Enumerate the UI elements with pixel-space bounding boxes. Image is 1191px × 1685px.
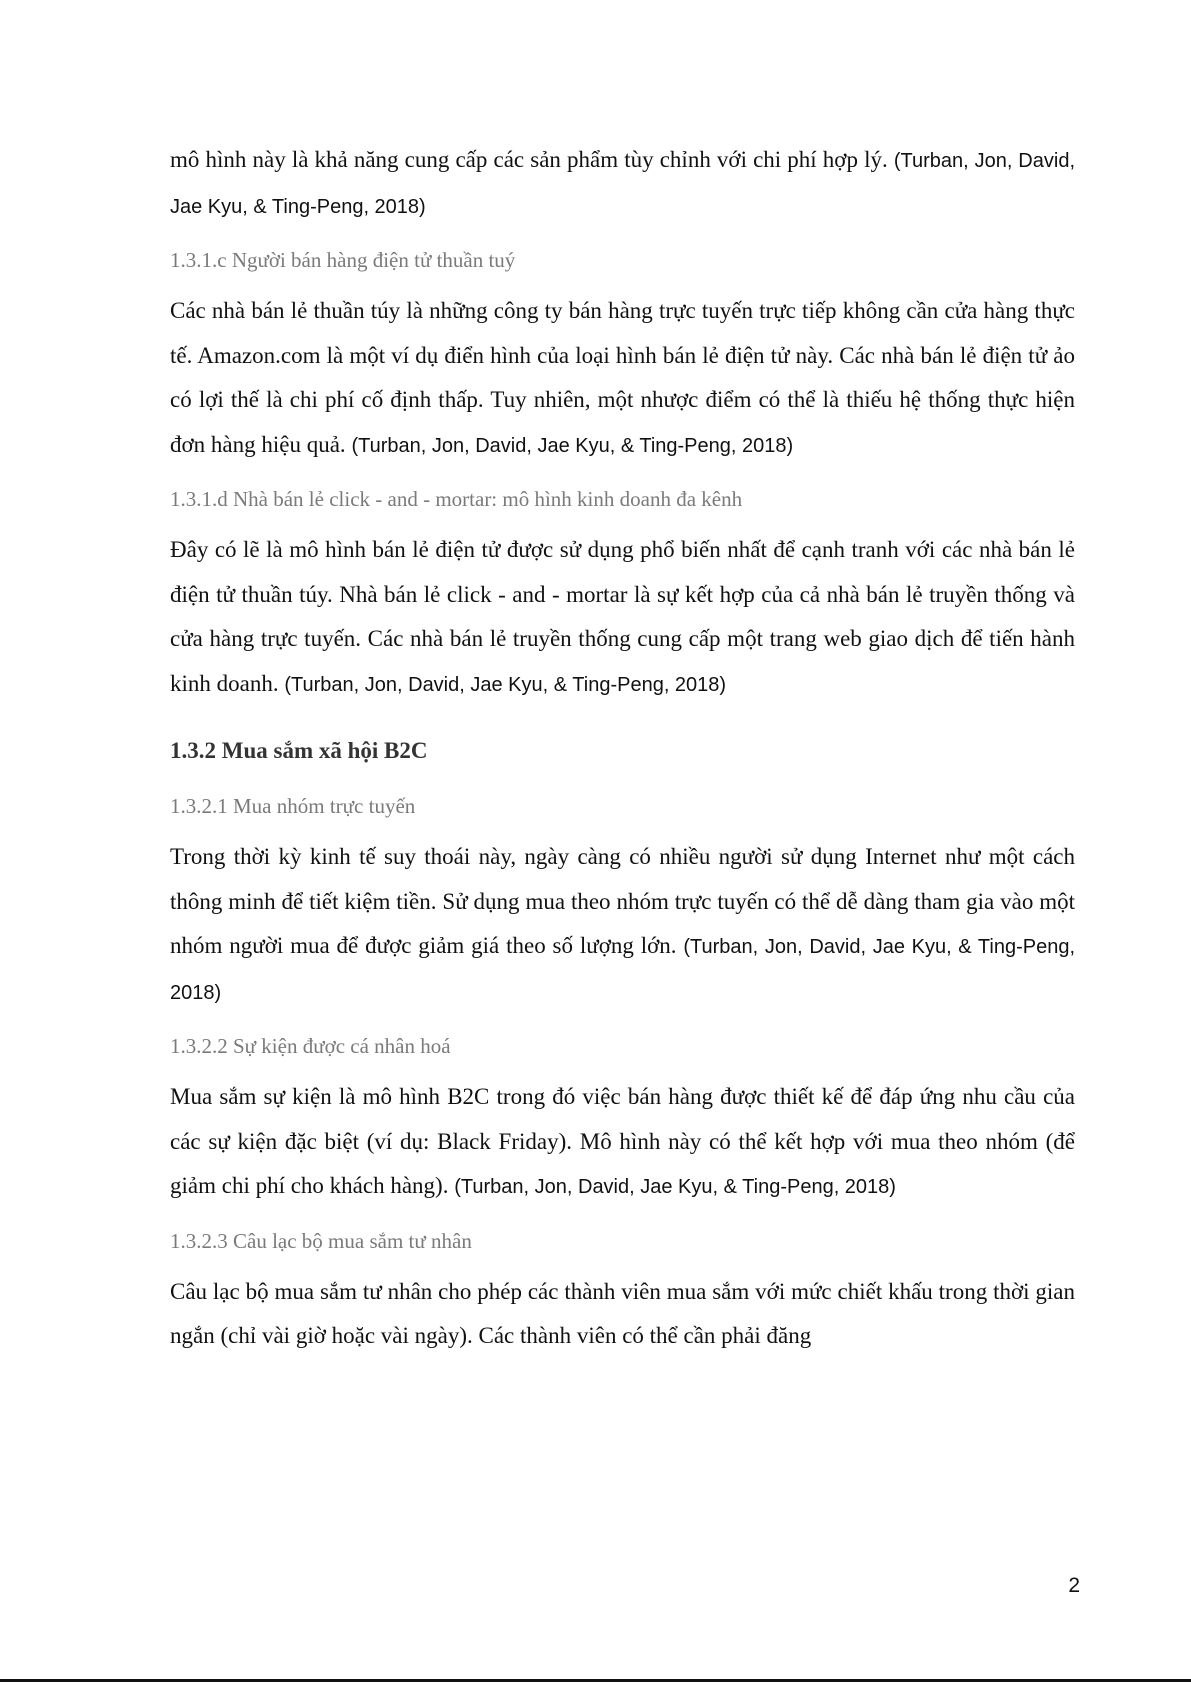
section-heading-1-3-2: 1.3.2 Mua sắm xã hội B2C (170, 738, 428, 763)
page-content (170, 138, 1075, 1359)
paragraph-text: Mua sắm sự kiện là mô hình B2C trong đó việc bán hàng được thiết kế để đáp ứng nhu cầu của các sự kiện đặc biệt (ví dụ: Black Friday). Mô hình này có thể kết hợp với mua theo nhóm (để giảm chi phí cho khách hàng). (170, 1084, 1075, 1198)
paragraph-private-shopping-clubs (170, 1270, 1075, 1359)
paragraph-pure-retailers (170, 289, 1075, 468)
subheading-1-3-2-2: 1.3.2.2 Sự kiện được cá nhân hoá (170, 1034, 451, 1058)
subheading-1-3-1-c: 1.3.1.c Người bán hàng điện tử thuần tuý (170, 248, 516, 272)
subheading-1-3-2-1: 1.3.2.1 Mua nhóm trực tuyến (170, 794, 416, 818)
footer-divider (0, 1679, 1191, 1682)
citation: (Turban, Jon, David, Jae Kyu, & Ting-Peng, 2018) (170, 150, 1075, 218)
paragraph-text: mô hình này là khả năng cung cấp các sản phẩm tùy chỉnh với chi phí hợp lý. (170, 147, 888, 172)
paragraph-intro-continuation (170, 138, 1075, 229)
paragraph-text: Các nhà bán lẻ thuần túy là những công ty bán hàng trực tuyến trực tiếp không cần cửa hàng thực tế. Amazon.com là một ví dụ điển hình của loại hình bán lẻ điện tử này. Các nhà bán lẻ điện tử ảo có lợi thế là chi phí cố định thấp. Tuy nhiên, một nhược điểm có thể là thiếu hệ thống thực hiện đơn hàng hiệu quả. (170, 298, 1075, 457)
citation: (Turban, Jon, David, Jae Kyu, & Ting-Peng, 2018) (284, 673, 727, 696)
paragraph-text: Trong thời kỳ kinh tế suy thoái này, ngày càng có nhiều người sử dụng Internet như một cách thông minh để tiết kiệm tiền. Sử dụng mua theo nhóm trực tuyến có thể dễ dàng tham gia vào một nhóm người mua để được giảm giá theo số lượng lớn. (170, 844, 1075, 958)
paragraph-text: Câu lạc bộ mua sắm tư nhân cho phép các thành viên mua sắm với mức chiết khấu trong thời gian ngắn (chỉ vài giờ hoặc vài ngày). Các thành viên có thể cần phải đăng (170, 1278, 1075, 1348)
paragraph-text: Đây có lẽ là mô hình bán lẻ điện tử được sử dụng phổ biến nhất để cạnh tranh với các nhà bán lẻ điện tử thuần túy. Nhà bán lẻ click - and - mortar là sự kết hợp của cả nhà bán lẻ truyền thống và cửa hàng trực tuyến. Các nhà bán lẻ truyền thống cung cấp một trang web giao dịch để tiến hành kinh doanh. (170, 537, 1075, 696)
citation: (Turban, Jon, David, Jae Kyu, & Ting-Peng, 2018) (454, 1176, 896, 1198)
paragraph-event-shopping (170, 1075, 1075, 1210)
citation: (Turban, Jon, David, Jae Kyu, & Ting-Peng, 2018) (170, 936, 1076, 1004)
subheading-1-3-1-d: 1.3.1.d Nhà bán lẻ click - and - mortar: mô hình kinh doanh đa kênh (170, 487, 743, 511)
paragraph-group-buying (170, 835, 1075, 1015)
page-number: 2 (1068, 1574, 1080, 1597)
subheading-1-3-2-3: 1.3.2.3 Câu lạc bộ mua sắm tư nhân (170, 1228, 472, 1253)
paragraph-click-and-mortar (170, 528, 1075, 707)
citation: (Turban, Jon, David, Jae Kyu, & Ting-Peng, 2018) (351, 434, 794, 457)
